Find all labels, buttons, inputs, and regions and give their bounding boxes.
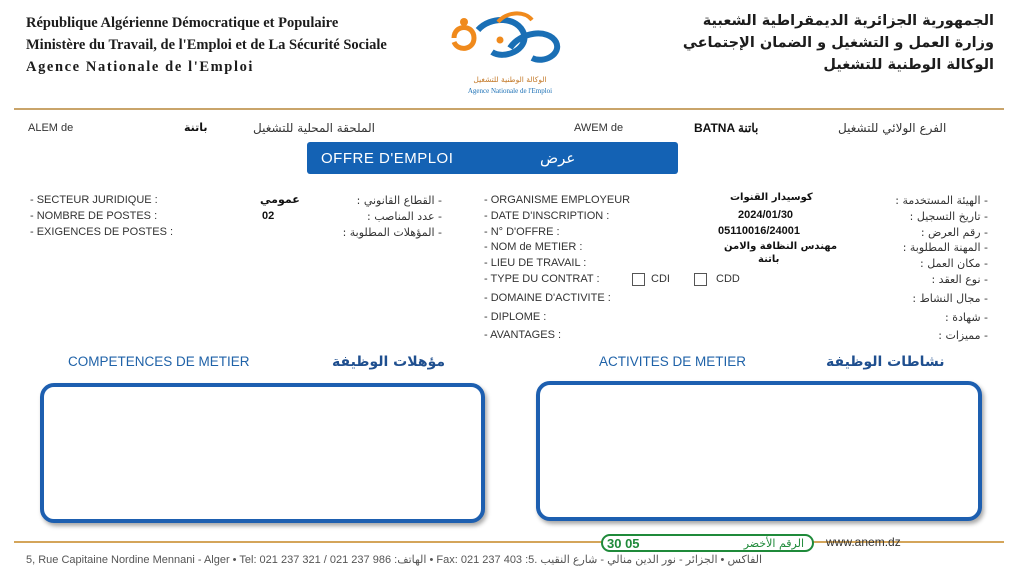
offer-banner: [307, 142, 678, 174]
activites-title-fr: ACTIVITES DE METIER: [599, 354, 747, 369]
anem-logo-icon: [440, 8, 580, 78]
republic-name-fr: République Algérienne Démocratique et Populaire: [26, 15, 339, 31]
job-name-value: مهندس النظافة والامن: [724, 241, 838, 252]
cdi-label: CDI: [651, 273, 670, 285]
field-label: - NOMBRE DE POSTES :: [30, 209, 158, 222]
right-labels-ar: [862, 193, 988, 344]
field-label: - ORGANISME EMPLOYEUR: [484, 194, 631, 206]
header-divider: [14, 108, 1004, 110]
sector-value: عمومي: [260, 193, 300, 206]
green-number-badge: [601, 534, 814, 552]
awem-label-ar: الفرع الولائي للتشغيل: [838, 121, 947, 135]
agency-name-fr: Agence Nationale de l'Emploi: [26, 59, 255, 75]
field-label-ar: - المؤهلات المطلوبة :: [342, 225, 442, 239]
field-label: - DIPLOME :: [484, 310, 547, 323]
header-arabic: [564, 10, 994, 76]
website-link[interactable]: www.anem.dz: [826, 535, 901, 549]
cdd-label: CDD: [716, 273, 740, 285]
footer-address: 5, Rue Capitaine Nordine Mennani - Alger • Tel: 021 237 321 / 021 237 986 :الهاتف • Fax: 021 237 403 :الفاكس • الجزائر - نور الدين منالي - شارع النقيب .5: [26, 554, 763, 566]
alem-label-ar: الملحقة المحلية للتشغيل: [253, 121, 375, 135]
field-label-ar: - نوع العقد :: [931, 272, 988, 286]
field-label-ar: - مميزات :: [938, 329, 988, 343]
green-number-label: الرقم الأخضر: [743, 537, 804, 550]
logo-caption-fr: Agence Nationale de l'Emploi: [467, 87, 553, 95]
anem-logo: [440, 8, 580, 100]
field-label: - NOM de METIER :: [484, 241, 583, 254]
field-label: - LIEU DE TRAVAIL :: [484, 257, 587, 270]
banner-title-ar: عرض: [540, 149, 576, 167]
competences-box[interactable]: [40, 383, 485, 523]
employer-value: كوسيدار القنوات: [730, 192, 813, 203]
field-label: - DOMAINE D'ACTIVITE :: [484, 291, 611, 304]
field-label: - TYPE DU CONTRAT :: [484, 272, 600, 285]
cdd-checkbox[interactable]: [694, 273, 707, 286]
left-labels-fr: [30, 193, 173, 240]
ministry-name-fr: Ministère du Travail, de l'Emploi et de La Sécurité Sociale: [26, 37, 387, 53]
competences-title-ar: مؤهلات الوظيفة: [332, 354, 446, 370]
republic-name-ar: الجمهورية الجزائرية الديمقراطية الشعبية: [702, 13, 994, 29]
competences-title-fr: COMPETENCES DE METIER: [68, 354, 250, 369]
banner-title-fr: OFFRE D'EMPLOI: [321, 150, 454, 167]
field-label-ar: - عدد المناصب :: [367, 209, 442, 223]
field-label-ar: - مكان العمل :: [920, 257, 988, 271]
awem-label: AWEM de: [574, 122, 624, 134]
ministry-name-ar: وزارة العمل و التشغيل و الضمان الإجتماعي: [682, 35, 994, 51]
field-label: - N° D'OFFRE :: [484, 225, 560, 238]
date-value: 2024/01/30: [738, 209, 794, 221]
activites-box[interactable]: [536, 381, 982, 521]
field-label-ar: - المهنة المطلوبة :: [902, 241, 988, 255]
field-label: - SECTEUR JURIDIQUE :: [30, 194, 158, 206]
green-number: 30 05: [607, 536, 640, 551]
field-label: - DATE D'INSCRIPTION :: [484, 209, 610, 222]
left-labels-ar: [318, 193, 442, 240]
field-label: - EXIGENCES DE POSTES :: [30, 225, 174, 238]
alem-label: ALEM de: [28, 122, 74, 134]
field-label-ar: - مجال النشاط :: [912, 291, 988, 305]
field-label-ar: - القطاع القانوني :: [356, 194, 442, 207]
header-french: [26, 12, 387, 78]
offer-number-value: 05110016/24001: [718, 225, 800, 237]
field-label-ar: - تاريخ التسجيل :: [909, 209, 988, 223]
activites-title-ar: نشاطات الوظيفة: [826, 354, 945, 370]
field-label: - AVANTAGES :: [484, 329, 562, 342]
logo-caption-ar: الوكالة الوطنية للتشغيل: [473, 75, 547, 84]
cdi-checkbox[interactable]: [632, 273, 645, 286]
positions-value: 02: [262, 210, 275, 222]
field-label-ar: - شهادة :: [945, 310, 988, 324]
alem-value: باتنة: [184, 121, 208, 134]
right-labels-fr: [484, 193, 630, 344]
workplace-value: باتنة: [758, 254, 780, 265]
field-label-ar: - الهيئة المستخدمة :: [895, 194, 988, 207]
agency-name-ar: الوكالة الوطنية للتشغيل: [823, 57, 994, 73]
field-label-ar: - رقم العرض :: [920, 225, 988, 239]
awem-value: BATNA باتنة: [694, 121, 759, 135]
